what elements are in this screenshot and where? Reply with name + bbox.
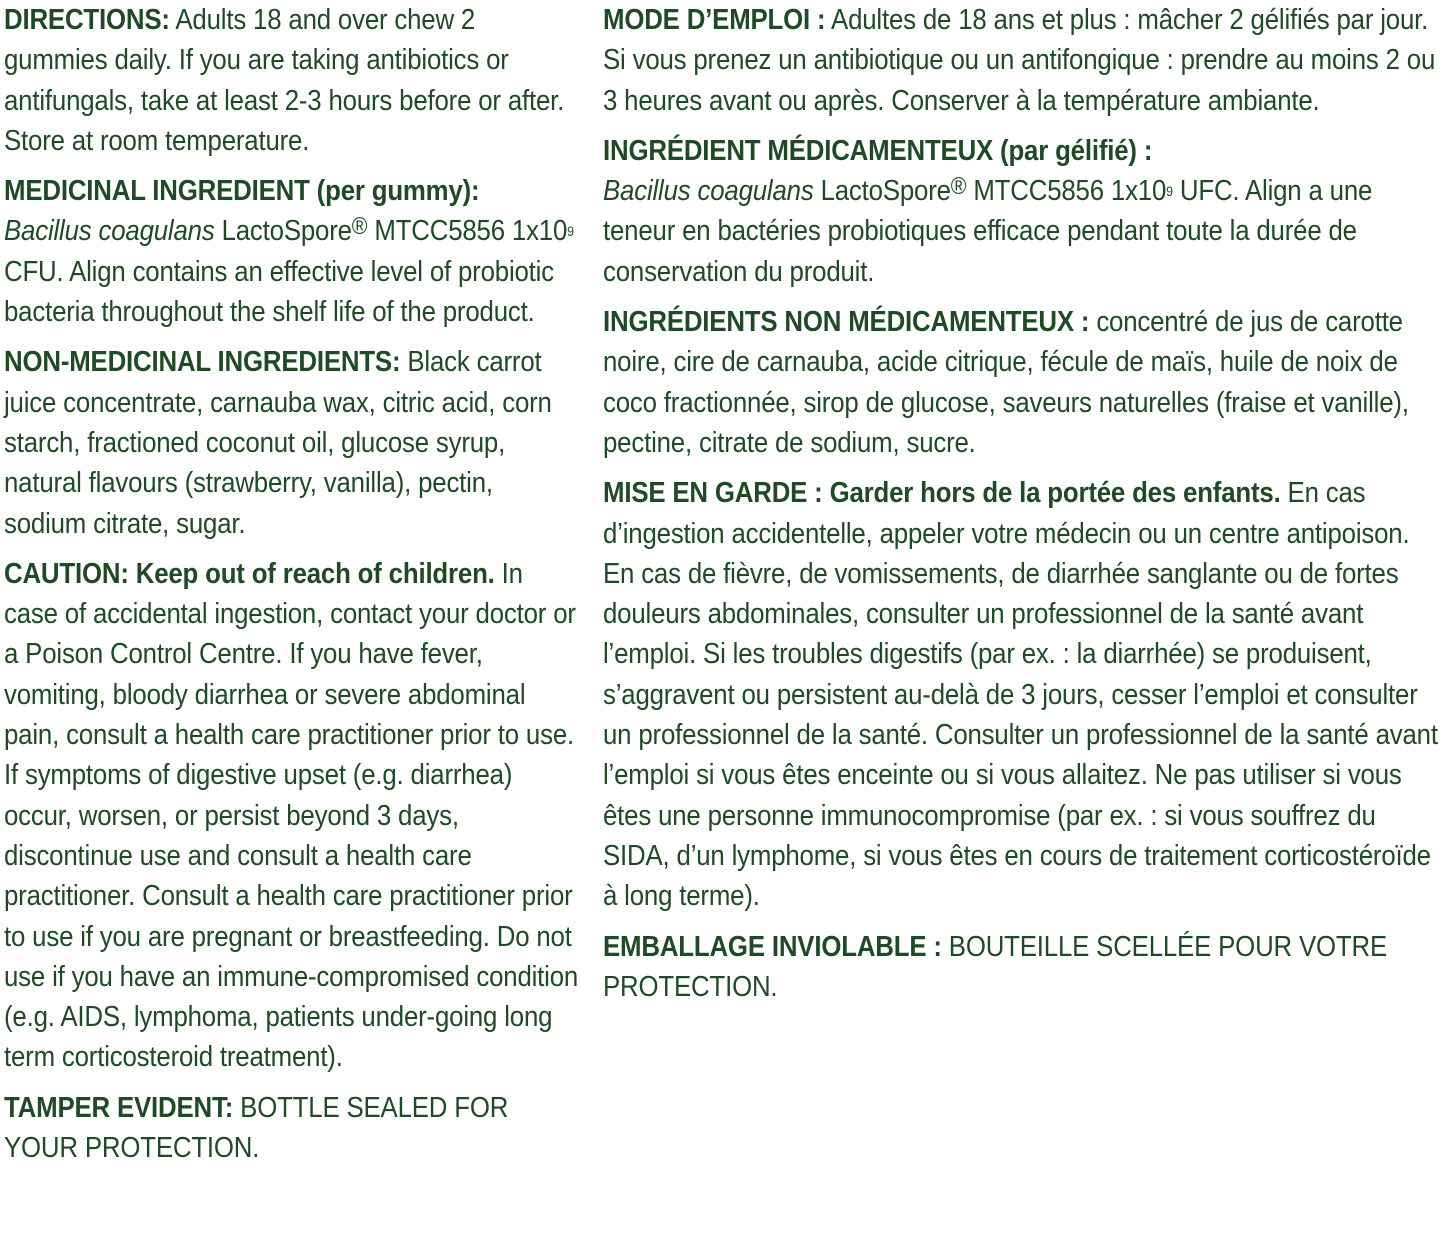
medicinal-ingredient-heading: MEDICINAL INGREDIENT (per gummy): (4, 175, 480, 208)
tamper-evident-section (4, 1088, 581, 1169)
mode-emploi-section (603, 0, 1440, 121)
brand-name: LactoSpore (813, 175, 951, 208)
ingredients-non-medicamenteux-heading: INGRÉDIENTS NON MÉDICAMENTEUX : (603, 306, 1090, 339)
species-name: Bacillus coagulans (4, 215, 215, 248)
directions-text: Adults 18 and over chew 2 gummies daily. If you are taking antibiotics or antifungals, take at least 2-3 hours before or after. Store at room temperature. (4, 4, 565, 157)
caution-section (4, 554, 581, 1078)
mode-emploi-text: Adultes de 18 ans et plus : mâcher 2 gélifiés par jour. Si vous prenez un antibiotique ou un antifongique : prendre au moins 2 ou 3 heures avant ou après. Conserver à la température ambiante. (603, 4, 1436, 117)
registered-mark: ® (950, 173, 967, 201)
mode-emploi-heading: MODE D’EMPLOI : (603, 4, 826, 36)
mise-en-garde-heading: MISE EN GARDE : Garder hors de la portée des enfants. (603, 477, 1281, 510)
tamper-evident-heading: TAMPER EVIDENT: (4, 1091, 234, 1124)
emballage-inviolable-heading: EMBALLAGE INVIOLABLE : (603, 930, 942, 963)
species-name: Bacillus coagulans (603, 175, 814, 208)
strain-dose: MTCC5856 1x10 (966, 175, 1167, 208)
non-medicinal-ingredients-section (4, 342, 581, 543)
english-label-column (4, 0, 581, 1178)
tamper-evident-text: BOTTLE SEALED FOR YOUR PROTECTION. (4, 1091, 509, 1165)
non-medicinal-ingredients-heading: NON-MEDICINAL INGREDIENTS: (4, 346, 401, 379)
emballage-inviolable-text: BOUTEILLE SCELLÉE POUR VOTRE PROTECTION. (603, 930, 1388, 1003)
ingredient-medicamenteux-text: UFC. Align a une teneur en bactéries probiotiques efficace pendant toute la durée de conservation du produit. (603, 175, 1373, 288)
non-medicinal-ingredients-text: Black carrot juice concentrate, carnauba wax, citric acid, corn starch, fractioned coconut oil, glucose syrup, natural flavours (strawberry, vanilla), pectin, sodium citrate, sugar. (4, 346, 552, 540)
french-label-column (603, 0, 1440, 1017)
emballage-inviolable-section (603, 927, 1440, 1008)
ingredient-medicamenteux-heading: INGRÉDIENT MÉDICAMENTEUX (par gélifié) : (603, 134, 1153, 167)
ingredient-medicamenteux-section (603, 131, 1440, 292)
ingredients-non-medicamenteux-text: concentré de jus de carotte noire, cire de carnauba, acide citrique, fécule de maïs, huile de noix de coco fractionnée, sirop de glucose, saveurs naturelles (fraise et vanille), pectine, citrate de sodium, sucre. (603, 306, 1409, 459)
strain-dose: MTCC5856 1x10 (367, 215, 568, 248)
registered-mark: ® (351, 213, 368, 241)
directions-section (4, 0, 581, 161)
caution-text: In case of accidental ingestion, contact your doctor or a Poison Control Centre. If you have fever, vomiting, bloody diarrhea or severe abdominal pain, consult a health care practitioner prior to use. If symptoms of digestive upset (e.g. diarrhea) occur, worsen, or persist beyond 3 days, discontinue use and consult a health care practitioner. Consult a health care practitioner prior to use if you are pregnant or breastfeeding. Do not use if you have an immune-compromised condition (e.g. AIDS, lymphoma, patients under-going long term corticosteroid treatment). (4, 557, 579, 1074)
ingredients-non-medicamenteux-section (603, 302, 1440, 463)
exponent: 9 (567, 223, 574, 240)
medicinal-ingredient-section (4, 171, 581, 332)
directions-heading: DIRECTIONS: (4, 4, 170, 36)
mise-en-garde-section (603, 473, 1440, 916)
mise-en-garde-text: En cas d’ingestion accidentelle, appeler votre médecin ou un centre antipoison. En cas de fièvre, de vomissements, de diarrhée sanglante ou de fortes douleurs abdominales, consulter un professionnel de la santé avant l’emploi. Si les troubles digestifs (par ex. : la diarrhée) se produisent, s’aggravent ou persistent au-delà de 3 jours, cesser l’emploi et consulter un professionnel de la santé. Consulter un professionnel de la santé avant l’emploi si vous êtes enceinte ou si vous allaitez. Ne pas utiliser si vous êtes une personne immunocompromise (par ex. : si vous souffrez du SIDA, d’un lymphome, si vous êtes en cours de traitement corticostéroïde à long terme). (603, 477, 1438, 913)
caution-heading: CAUTION: Keep out of reach of children. (4, 557, 495, 590)
medicinal-ingredient-text: CFU. Align contains an effective level of probiotic bacteria throughout the shelf life of the product. (4, 255, 554, 329)
brand-name: LactoSpore (214, 215, 352, 248)
exponent: 9 (1166, 183, 1173, 200)
